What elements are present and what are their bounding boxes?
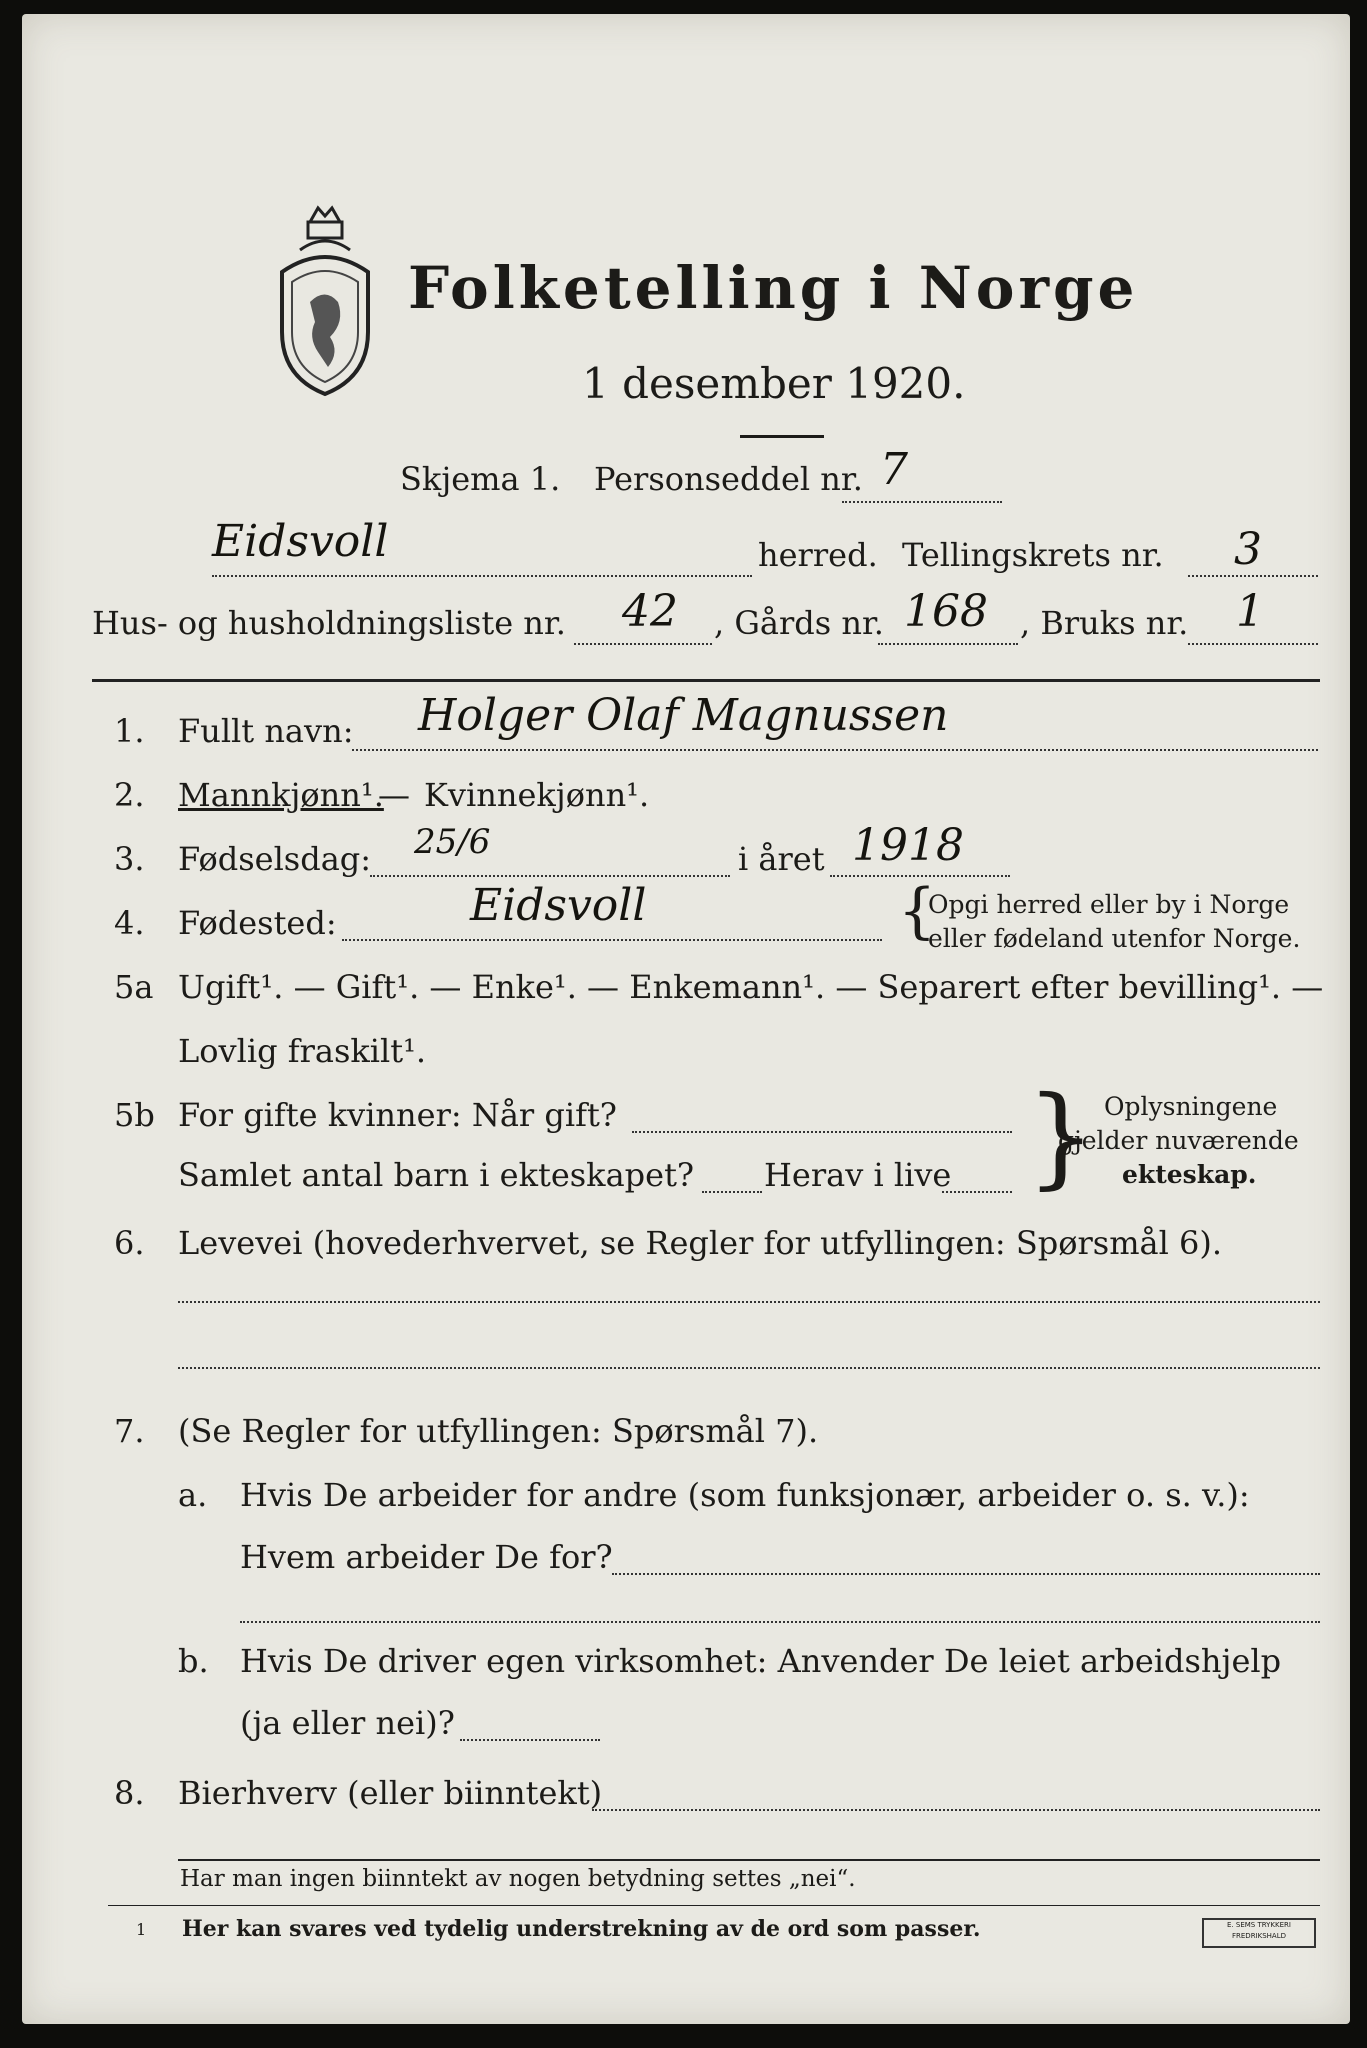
- q4-brace: {: [898, 876, 937, 946]
- personseddel-value: 7: [880, 444, 908, 495]
- q4-value: Eidsvoll: [470, 880, 647, 931]
- hus-line: [574, 642, 712, 645]
- q8-line: [592, 1808, 1320, 1811]
- q1-line: [352, 748, 1318, 751]
- printer-stamp: E. SEMS TRYKKERI FREDRIKSHALD: [1202, 1918, 1316, 1948]
- gards-label: , Gårds nr.: [714, 604, 884, 642]
- census-date: 1 desember 1920.: [582, 359, 966, 408]
- q5a-options: Ugift¹. — Gift¹. — Enke¹. — Enkemann¹. — Separert efter bevilling¹. —: [178, 968, 1324, 1006]
- census-form-page: [22, 14, 1350, 2024]
- q7-number: 7.: [114, 1412, 145, 1450]
- bruks-label: , Bruks nr.: [1020, 604, 1189, 642]
- q3-number: 3.: [114, 840, 145, 878]
- q4-number: 4.: [114, 904, 145, 942]
- personseddel-label: Personseddel nr.: [594, 460, 863, 498]
- q7b-line-1: Hvis De driver egen virksomhet: Anvender De leiet arbeidshjelp: [240, 1642, 1282, 1680]
- coat-of-arms-icon: [270, 202, 380, 402]
- q4-note-2: eller fødeland utenfor Norge.: [928, 924, 1301, 953]
- herred-line: [212, 574, 752, 577]
- q6-number: 6.: [114, 1224, 145, 1262]
- q8-extra-line: [178, 1858, 1320, 1861]
- q7b-number: b.: [178, 1642, 209, 1680]
- q5a-options-2: Lovlig fraskilt¹.: [178, 1032, 427, 1070]
- q5b-married-line: [632, 1130, 1012, 1133]
- footnote-text: Her kan svares ved tydelig understrekning av de ord som passer.: [182, 1916, 981, 1942]
- q2-number: 2.: [114, 776, 145, 814]
- q7b-line-2: (ja eller nei)?: [240, 1704, 455, 1742]
- q8-number: 8.: [114, 1774, 145, 1812]
- q7a-line-2: Hvem arbeider De for?: [240, 1538, 613, 1576]
- q3-year-label: i året: [738, 840, 825, 878]
- q5b-note-2: gjelder nuværende: [1058, 1126, 1299, 1155]
- q7a-employer-line: [612, 1572, 1320, 1575]
- personseddel-line: [842, 500, 1002, 503]
- herred-value: Eidsvoll: [212, 516, 389, 567]
- gards-line: [878, 642, 1018, 645]
- footer-note: Har man ingen biinntekt av nogen betydning settes „nei“.: [180, 1866, 856, 1892]
- herred-label: herred.: [758, 536, 878, 574]
- header-divider: [92, 678, 1320, 682]
- q1-label: Fullt navn:: [178, 712, 354, 750]
- q6-label: Levevei (hovederhvervet, se Regler for utfyllingen: Spørsmål 6).: [178, 1224, 1223, 1262]
- q5b-note-1: Oplysningene: [1104, 1092, 1278, 1121]
- q1-number: 1.: [114, 712, 145, 750]
- tellingskrets-line: [1188, 574, 1318, 577]
- q5b-alive-label: Herav i live: [764, 1156, 952, 1194]
- tellingskrets-value: 3: [1234, 524, 1262, 575]
- q4-note-1: Opgi herred eller by i Norge: [928, 890, 1290, 919]
- q2-male: Mannkjønn¹.: [178, 776, 384, 814]
- q5a-number: 5a: [114, 968, 154, 1006]
- q7a-line-1: Hvis De arbeider for andre (som funksjonær, arbeider o. s. v.):: [240, 1476, 1250, 1514]
- q6-line-1: [178, 1300, 1320, 1303]
- q5b-alive-line: [942, 1190, 1012, 1193]
- tellingskrets-label: Tellingskrets nr.: [902, 536, 1164, 574]
- title-divider: [740, 435, 824, 438]
- q7a-extra-line: [240, 1620, 1320, 1623]
- q3-year-value: 1918: [852, 820, 964, 871]
- q6-line-2: [178, 1366, 1320, 1369]
- q5b-note-3: ekteskap.: [1122, 1160, 1257, 1189]
- hus-label: Hus- og husholdningsliste nr.: [92, 604, 566, 642]
- q4-line: [342, 938, 882, 941]
- q8-label: Bierhverv (eller biinntekt): [178, 1774, 603, 1812]
- q7a-number: a.: [178, 1476, 208, 1514]
- q3-label: Fødselsdag:: [178, 840, 372, 878]
- bruks-line: [1188, 642, 1318, 645]
- q7-label: (Se Regler for utfyllingen: Spørsmål 7).: [178, 1412, 819, 1450]
- footer-divider: [108, 1904, 1320, 1906]
- hus-value: 42: [622, 586, 678, 637]
- q4-label: Fødested:: [178, 904, 337, 942]
- gards-value: 168: [904, 586, 988, 637]
- bruks-value: 1: [1236, 586, 1264, 637]
- q5b-brace: }: [1026, 1072, 1096, 1200]
- q1-value: Holger Olaf Magnussen: [418, 690, 949, 741]
- q2-female: Kvinnekjønn¹.: [424, 776, 650, 814]
- q7b-answer-line: [460, 1738, 600, 1741]
- q2-dash: —: [378, 776, 410, 814]
- q3-line: [370, 874, 730, 877]
- q5b-number: 5b: [114, 1096, 155, 1134]
- q3-value: 25/6: [414, 822, 491, 862]
- form-title: Folketelling i Norge: [408, 254, 1139, 322]
- footnote-number: 1: [136, 1920, 147, 1939]
- q5b-children-label: Samlet antal barn i ekteskapet?: [178, 1156, 695, 1194]
- q5b-children-line: [702, 1190, 762, 1193]
- schema-label: Skjema 1.: [400, 460, 561, 498]
- q5b-line-1: For gifte kvinner: Når gift?: [178, 1096, 617, 1134]
